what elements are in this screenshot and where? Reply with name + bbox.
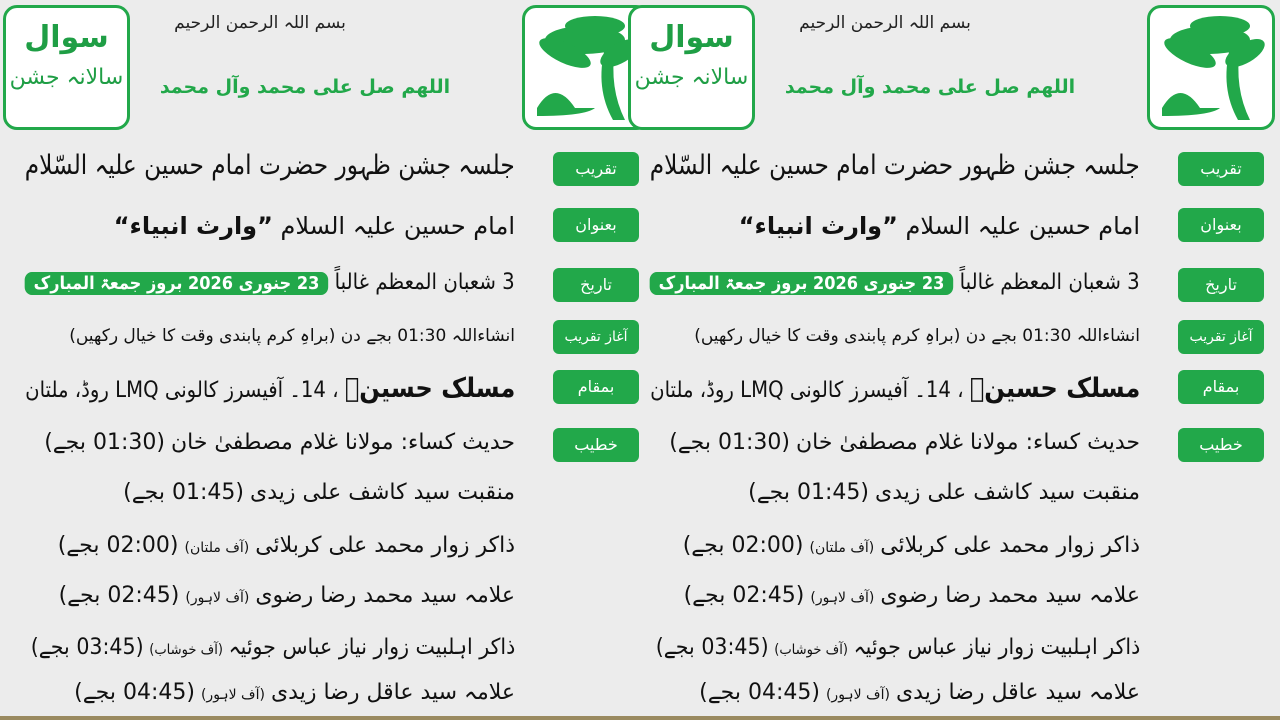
badge-title: سوال bbox=[24, 20, 109, 55]
program-item bbox=[663, 430, 1140, 455]
label-event: تقریب bbox=[553, 152, 639, 186]
program-time: (01:30 بجے) bbox=[44, 430, 165, 455]
label-venue: بمقام bbox=[553, 370, 639, 404]
label-start: آغاز تقریب bbox=[553, 320, 639, 354]
program-text: علامہ سید عاقل رضا زیدی bbox=[895, 680, 1140, 705]
program-text: ذاکر زوار محمد علی کربلائی bbox=[880, 533, 1140, 558]
annual-celebration-badge bbox=[3, 5, 130, 130]
program-from: (آف لاہور) bbox=[810, 590, 875, 606]
venue bbox=[650, 373, 1140, 404]
program-time: (04:45 بجے) bbox=[699, 680, 820, 705]
bottom-strip bbox=[0, 716, 1280, 720]
badge-title: سوال bbox=[649, 20, 734, 55]
event-name: جلسہ جشن ظہور حضرت امام حسین علیہ السّلام bbox=[25, 150, 515, 181]
program-time: (02:00 بجے) bbox=[682, 533, 804, 558]
badge-subtitle: سالانہ جشن bbox=[634, 65, 749, 90]
program-time: (02:00 بجے) bbox=[57, 533, 179, 558]
program-item bbox=[68, 680, 515, 705]
program-item bbox=[53, 583, 515, 608]
event-title bbox=[739, 212, 1140, 240]
program-from: (آف لاہور) bbox=[200, 687, 265, 703]
program-time: (04:45 بجے) bbox=[74, 680, 195, 705]
program-from: (آف خوشاب) bbox=[773, 642, 848, 658]
program-time: (03:45 بجے) bbox=[655, 635, 769, 660]
event-date bbox=[650, 270, 1140, 295]
badge-subtitle: سالانہ جشن bbox=[9, 65, 124, 90]
program-text: منقبت سید کاشف علی زیدی bbox=[249, 480, 515, 505]
start-time: انشاءاللہ 01:30 بجے دن (براہِ کرم پابندی وقت کا خیال رکھیں) bbox=[69, 326, 515, 346]
venue-address: ، 14۔ آفیسرز کالونی LMQ روڈ، ملتان bbox=[649, 378, 964, 403]
durood: اللھم صل علی محمد وآل محمد bbox=[784, 76, 1076, 98]
label-title: بعنوان bbox=[553, 208, 639, 242]
label-start: آغاز تقریب bbox=[1178, 320, 1264, 354]
program-text: حدیث کساء: مولانا غلام مصطفیٰ خان bbox=[170, 430, 515, 455]
bismillah: بسم اللہ الرحمن الرحیم bbox=[174, 13, 346, 33]
bismillah: بسم اللہ الرحمن الرحیم bbox=[799, 13, 971, 33]
label-date: تاریخ bbox=[1178, 268, 1264, 302]
start-time: انشاءاللہ 01:30 بجے دن (براہِ کرم پابندی وقت کا خیال رکھیں) bbox=[694, 326, 1140, 346]
program-time: (01:30 بجے) bbox=[669, 430, 790, 455]
title-prefix: امام حسین علیہ السلام bbox=[280, 212, 515, 240]
program-text: ذاکر اہلبیت زوار نیاز عباس جوئیہ bbox=[228, 635, 515, 660]
date-gregorian: 23 جنوری 2026 بروز جمعۃ المبارک bbox=[25, 272, 329, 295]
date-islamic: 3 شعبان المعظم غالباً bbox=[959, 270, 1140, 295]
venue-address: ، 14۔ آفیسرز کالونی LMQ روڈ، ملتان bbox=[24, 378, 339, 403]
program-text: علامہ سید محمد رضا رضوی bbox=[880, 583, 1140, 608]
program-time: (01:45 بجے) bbox=[748, 480, 869, 505]
program-item bbox=[25, 635, 515, 660]
label-event: تقریب bbox=[1178, 152, 1264, 186]
label-date: تاریخ bbox=[553, 268, 639, 302]
poster-right bbox=[625, 0, 1280, 720]
program-from: (آف لاہور) bbox=[825, 687, 890, 703]
program-item bbox=[677, 533, 1140, 558]
program-time: (01:45 بجے) bbox=[123, 480, 244, 505]
annual-celebration-badge bbox=[628, 5, 755, 130]
venue bbox=[25, 373, 515, 404]
label-title: بعنوان bbox=[1178, 208, 1264, 242]
program-time: (02:45 بجے) bbox=[683, 583, 805, 608]
label-venue: بمقام bbox=[1178, 370, 1264, 404]
program-item bbox=[117, 480, 515, 505]
program-text: منقبت سید کاشف علی زیدی bbox=[874, 480, 1140, 505]
event-title bbox=[114, 212, 515, 240]
program-item bbox=[38, 430, 515, 455]
program-item bbox=[693, 680, 1140, 705]
program-from: (آف ملتان) bbox=[809, 540, 875, 556]
label-speaker: خطیب bbox=[553, 428, 639, 462]
program-text: حدیث کساء: مولانا غلام مصطفیٰ خان bbox=[795, 430, 1140, 455]
palm-tree-logo-icon bbox=[1147, 5, 1275, 130]
program-text: علامہ سید عاقل رضا زیدی bbox=[270, 680, 515, 705]
label-speaker: خطیب bbox=[1178, 428, 1264, 462]
venue-main: مسلک حسینؑ bbox=[969, 373, 1140, 404]
program-item bbox=[52, 533, 515, 558]
program-text: ذاکر اہلبیت زوار نیاز عباس جوئیہ bbox=[853, 635, 1140, 660]
program-from: (آف خوشاب) bbox=[148, 642, 223, 658]
program-item bbox=[678, 583, 1140, 608]
date-islamic: 3 شعبان المعظم غالباً bbox=[334, 270, 515, 295]
program-item bbox=[650, 635, 1140, 660]
program-item bbox=[742, 480, 1140, 505]
venue-main: مسلک حسینؑ bbox=[344, 373, 515, 404]
title-main: ”وارث انبیاء“ bbox=[113, 212, 273, 240]
program-text: علامہ سید محمد رضا رضوی bbox=[255, 583, 515, 608]
event-date bbox=[25, 270, 515, 295]
program-from: (آف ملتان) bbox=[184, 540, 250, 556]
program-time: (02:45 بجے) bbox=[58, 583, 180, 608]
program-text: ذاکر زوار محمد علی کربلائی bbox=[255, 533, 515, 558]
program-from: (آف لاہور) bbox=[185, 590, 250, 606]
title-prefix: امام حسین علیہ السلام bbox=[905, 212, 1140, 240]
event-name: جلسہ جشن ظہور حضرت امام حسین علیہ السّلام bbox=[650, 150, 1140, 181]
durood: اللھم صل علی محمد وآل محمد bbox=[159, 76, 451, 98]
program-time: (03:45 بجے) bbox=[30, 635, 144, 660]
date-gregorian: 23 جنوری 2026 بروز جمعۃ المبارک bbox=[650, 272, 954, 295]
title-main: ”وارث انبیاء“ bbox=[738, 212, 898, 240]
